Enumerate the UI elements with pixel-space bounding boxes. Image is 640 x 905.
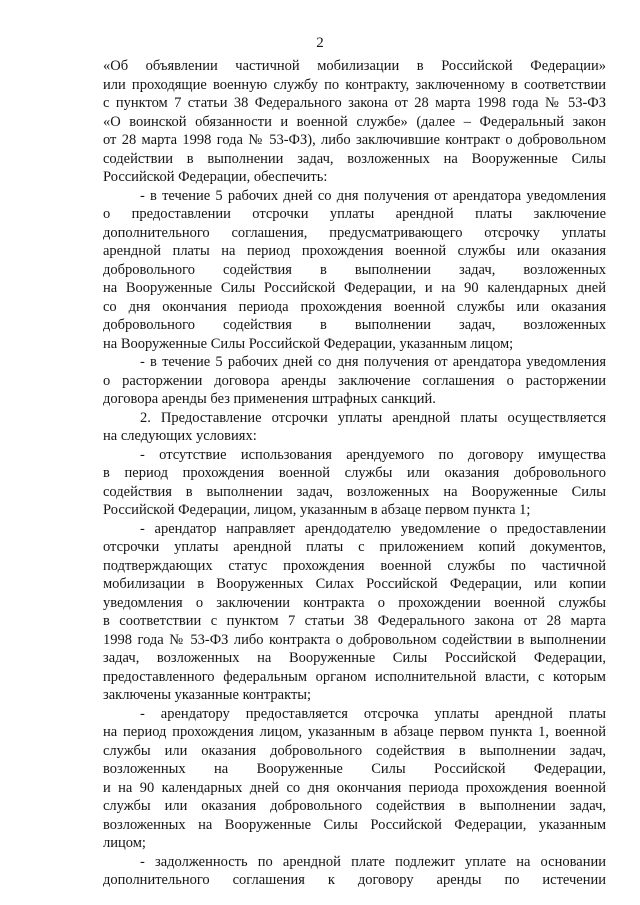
document-body bbox=[103, 57, 606, 890]
text-line: в соответствии с пунктом 7 статьи 38 Федерального закона от 28 марта bbox=[103, 613, 606, 629]
text-line: Российской Федерации, обеспечить: bbox=[103, 169, 328, 185]
text-line: предоставленного федеральным органом исполнительной власти, с которым bbox=[103, 668, 606, 685]
text-line: со дня окончания периода прохождения военной службы или оказания bbox=[103, 298, 606, 315]
text-line: дополнительного соглашения к договору аренды по истечении bbox=[103, 872, 606, 888]
text-line: мобилизации в Вооруженных Силах Российской Федерации, или копии bbox=[103, 576, 606, 592]
text-line: договора аренды без применения штрафных санкций. bbox=[103, 391, 436, 407]
text-line: добровольного содействия в выполнении задач, возложенных bbox=[103, 261, 606, 278]
text-line: - в течение 5 рабочих дней со дня получения от арендатора уведомления bbox=[140, 354, 606, 370]
text-line: - арендатор направляет арендодателю уведомление о предоставлении bbox=[140, 520, 606, 537]
text-line: заключены указанные контракты; bbox=[103, 687, 312, 703]
text-line: на Вооруженные Силы Российской Федерации, указанным лицом; bbox=[103, 335, 514, 352]
text-line: содействия в выполнении задач, возложенных на Вооруженные Силы bbox=[103, 483, 606, 500]
text-line: с пунктом 7 статьи 38 Федерального закона от 28 марта 1998 года № 53-ФЗ bbox=[103, 95, 606, 111]
text-line: на следующих условиях: bbox=[103, 428, 257, 444]
text-line: - задолженность по арендной плате подлежит уплате на основании bbox=[140, 853, 606, 870]
text-line: уведомления о заключении контракта о прохождении военной службы bbox=[103, 594, 606, 611]
text-line: арендной платы на период прохождения военной службы или оказания bbox=[103, 243, 606, 259]
text-line: - в течение 5 рабочих дней со дня получения от арендатора уведомления bbox=[140, 187, 606, 204]
text-line: о предоставлении отсрочки уплаты арендной платы заключение bbox=[103, 206, 606, 222]
text-line: или проходящие военную службу по контракту, заключенному в соответствии bbox=[103, 76, 606, 93]
text-line: подтверждающих статус прохождения военной службы по частичной bbox=[103, 557, 606, 574]
text-line: от 28 марта 1998 года № 53-ФЗ), либо заключившие контракт о добровольном bbox=[103, 132, 606, 148]
text-line: возложенных на Вооруженные Силы Российской Федерации, указанным bbox=[103, 816, 606, 833]
text-line: отсрочки уплаты арендной платы с приложением копий документов, bbox=[103, 539, 606, 555]
text-line: добровольного содействия в выполнении задач, возложенных bbox=[103, 317, 606, 333]
text-line: службы или оказания добровольного содействия в выполнении задач, bbox=[103, 798, 606, 814]
text-line: и на 90 календарных дней со дня окончания периода прохождения военной bbox=[103, 779, 606, 796]
text-line: о расторжении договора аренды заключение соглашения о расторжении bbox=[103, 372, 606, 389]
text-line: лицом; bbox=[103, 835, 146, 851]
page-number: 2 bbox=[316, 35, 324, 51]
text-line: 2. Предоставление отсрочки уплаты арендной платы осуществляется bbox=[140, 409, 606, 426]
text-line: службы или оказания добровольного содействия в выполнении задач, bbox=[103, 742, 606, 759]
text-line: «Об объявлении частичной мобилизации в Российской Федерации» bbox=[103, 58, 606, 74]
text-line: в период прохождения военной службы или оказания добровольного bbox=[103, 465, 606, 481]
text-line: 1998 года № 53-ФЗ либо контракта о добровольном содействии в выполнении bbox=[103, 631, 606, 648]
text-line: - отсутствие использования арендуемого по договору имущества bbox=[140, 446, 606, 463]
text-line: задач, возложенных на Вооруженные Силы Российской Федерации, bbox=[103, 650, 606, 666]
text-line: Российской Федерации, лицом, указанным в абзаце первом пункта 1; bbox=[103, 502, 531, 518]
text-line: - арендатору предоставляется отсрочка уплаты арендной платы bbox=[140, 705, 606, 722]
text-line: содействии в выполнении задач, возложенных на Вооруженные Силы bbox=[103, 150, 606, 167]
text-line: на период прохождения лицом, указанным в абзаце первом пункта 1, военной bbox=[103, 724, 606, 740]
text-line: возложенных на Вооруженные Силы Российской Федерации, bbox=[103, 761, 606, 777]
text-line: дополнительного соглашения, предусматривающего отсрочку уплаты bbox=[103, 224, 606, 241]
text-line: «О воинской обязанности и военной службе» (далее – Федеральный закон bbox=[103, 113, 606, 130]
text-line: на Вооруженные Силы Российской Федерации, и на 90 календарных дней bbox=[103, 280, 606, 296]
